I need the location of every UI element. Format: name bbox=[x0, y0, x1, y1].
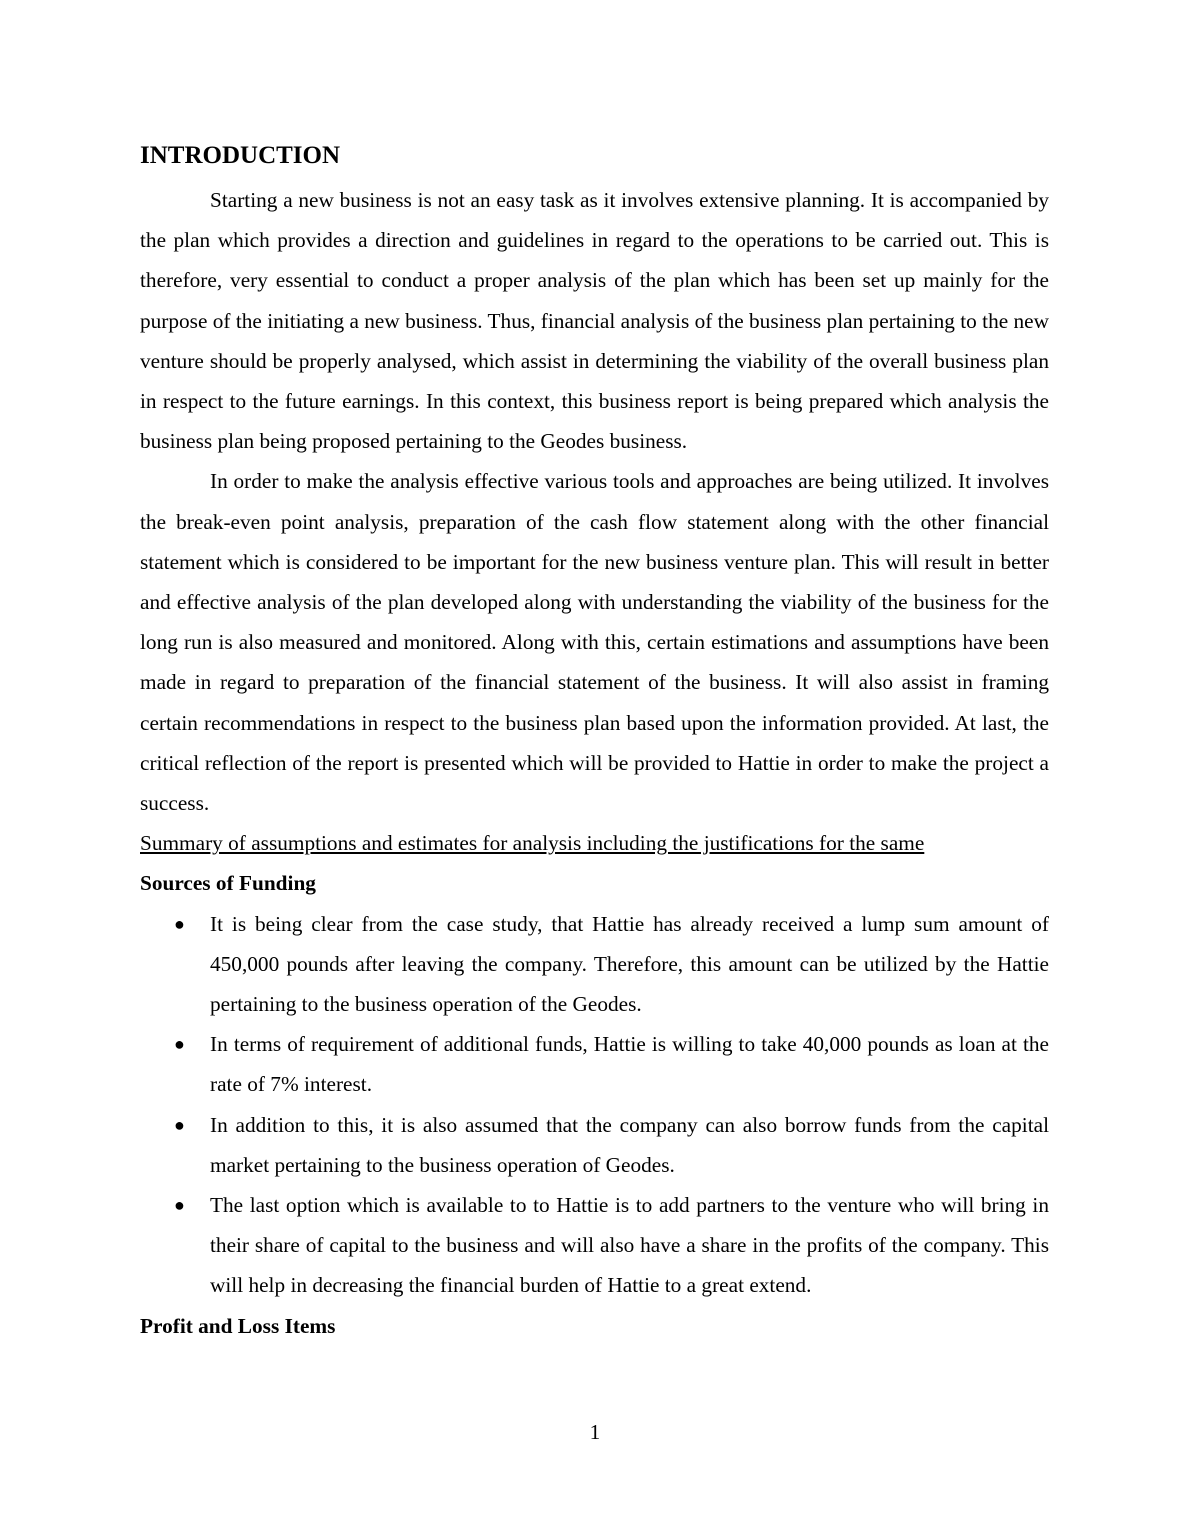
bullet-icon: ● bbox=[174, 1034, 185, 1055]
bullet-text: It is being clear from the case study, that Hattie has already received a lump sum amount of 450,000 pounds after leaving the company. Therefore, this amount can be utilized by the Hattie pertaining to the business operation of the Geodes. bbox=[210, 911, 1049, 1017]
bullet-text: The last option which is available to to Hattie is to add partners to the venture who will bring in their share of capital to the business and will also have a share in the profits of the company. This will help in decreasing the financial burden of Hattie to a great extend. bbox=[210, 1193, 1049, 1298]
sources-of-funding-heading: Sources of Funding bbox=[140, 871, 316, 896]
bullet-text: In addition to this, it is also assumed that the company can also borrow funds from the capital market pertaining to the business operation of Geodes. bbox=[210, 1112, 1049, 1177]
list-item bbox=[140, 904, 1049, 1025]
bullet-icon: ● bbox=[174, 1114, 185, 1135]
bullet-text: In terms of requirement of additional funds, Hattie is willing to take 40,000 pounds as loan at the rate of 7% interest. bbox=[210, 1032, 1049, 1097]
bullet-icon: ● bbox=[174, 913, 185, 934]
list-item bbox=[140, 1024, 1049, 1104]
intro-paragraph-1: Starting a new business is not an easy task as it involves extensive planning. It is accompanied by the plan which provides a direction and guidelines in regard to the operations to be carried out. This is therefore, very essential to conduct a proper analysis of the plan which has been set up mainly for the purpose of the initiating a new business. Thus, financial analysis of the business plan pertaining to the new venture should be properly analysed, which assist in determining the viability of the overall business plan in respect to the future earnings. In this context, this business report is being prepared which analysis the business plan being proposed pertaining to the Geodes business. bbox=[140, 188, 1049, 454]
list-item bbox=[140, 1185, 1049, 1306]
funding-bullet-list bbox=[140, 904, 1049, 1306]
profit-loss-heading: Profit and Loss Items bbox=[140, 1313, 336, 1338]
summary-heading: Summary of assumptions and estimates for analysis including the justifications for the same bbox=[140, 831, 925, 856]
page-content bbox=[140, 138, 1049, 1346]
bullet-icon: ● bbox=[174, 1195, 185, 1216]
introduction-heading: INTRODUCTION bbox=[140, 142, 341, 169]
page-number: 1 bbox=[589, 1420, 601, 1444]
list-item bbox=[140, 1105, 1049, 1185]
intro-paragraph-2: In order to make the analysis effective various tools and approaches are being utilized. It involves the break-even point analysis, preparation of the cash flow statement along with the other financial statement which is considered to be important for the new business venture plan. This will result in better and effective analysis of the plan developed along with understanding the viability of the business for the long run is also measured and monitored. Along with this, certain estimations and assumptions have been made in regard to preparation of the financial statement of the business. It will also assist in framing certain recommendations in respect to the business plan based upon the information provided. At last, the critical reflection of the report is presented which will be provided to Hattie in order to make the project a success. bbox=[140, 469, 1049, 816]
